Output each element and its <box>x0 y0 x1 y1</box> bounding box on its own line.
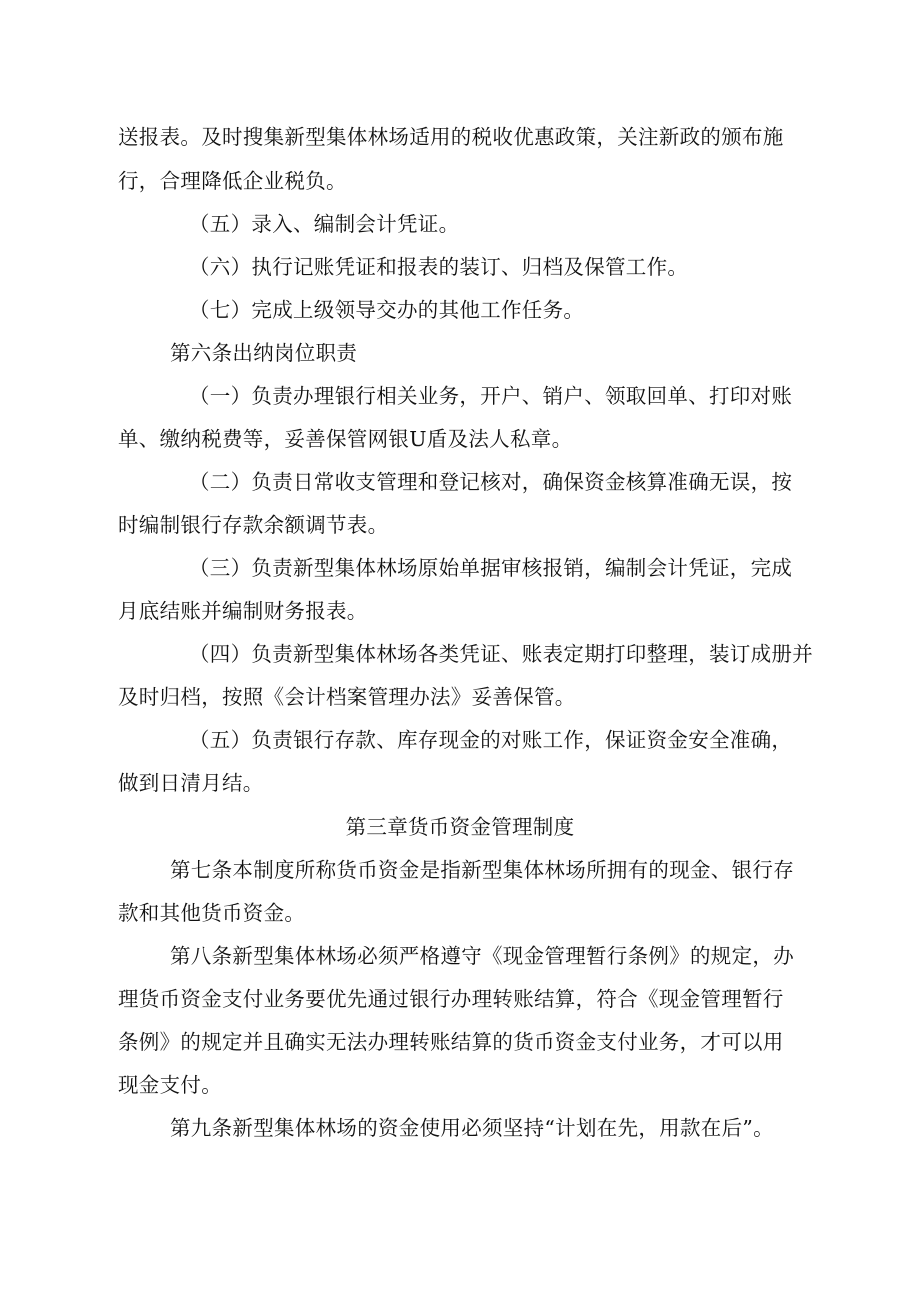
paragraph-line: （一）负责办理银行相关业务，开户、销户、领取回单、打印对账 <box>189 384 793 408</box>
article-7-line: 第七条本制度所称货币资金是指新型集体林场所拥有的现金、银行存 <box>170 858 794 882</box>
article-9-line: 第九条新型集体林场的资金使用必须坚持“计划在先，用款在后”。 <box>170 1116 774 1140</box>
paragraph-line: 理货币资金支付业务要优先通过银行办理转账结算，符合《现金管理暂行 <box>118 987 784 1011</box>
article-heading-6: 第六条出纳岗位职责 <box>170 341 358 365</box>
paragraph-line: 送报表。及时搜集新型集体林场适用的税收优惠政策，关注新政的颁布施 <box>118 125 784 149</box>
paragraph-line: 现金支付。 <box>118 1073 222 1097</box>
list-item-6: （六）执行记账凭证和报表的装订、归档及保管工作。 <box>189 255 689 279</box>
paragraph-line: （三）负责新型集体林场原始单据审核报销，编制会计凭证，完成 <box>189 556 793 580</box>
paragraph-line: 做到日清月结。 <box>118 771 264 795</box>
paragraph-line: 行，合理降低企业税负。 <box>118 169 347 193</box>
paragraph-line: （二）负责日常收支管理和登记核对，确保资金核算准确无误，按 <box>189 470 793 494</box>
paragraph-line: 款和其他货币资金。 <box>118 901 306 925</box>
paragraph-line: 单、缴纳税费等，妥善保管网银U盾及法人私章。 <box>118 427 573 451</box>
paragraph-line: 时编制银行存款余额调节表。 <box>118 513 389 537</box>
list-item-7: （七）完成上级领导交办的其他工作任务。 <box>189 298 585 322</box>
paragraph-line: 及时归档，按照《会计档案管理办法》妥善保管。 <box>118 685 576 709</box>
article-8-line: 第八条新型集体林场必须严格遵守《现金管理暂行条例》的规定，办 <box>170 944 794 968</box>
chapter-heading: 第三章货币资金管理制度 <box>345 815 575 839</box>
paragraph-line: （四）负责新型集体林场各类凭证、账表定期打印整理，装订成册并 <box>189 642 813 666</box>
paragraph-line: （五）负责银行存款、库存现金的对账工作，保证资金安全准确， <box>189 728 793 752</box>
paragraph-line: 条例》的规定并且确实无法办理转账结算的货币资金支付业务，才可以用 <box>118 1030 784 1054</box>
paragraph-line: 月底结账并编制财务报表。 <box>118 599 368 623</box>
list-item-5: （五）录入、编制会计凭证。 <box>189 212 460 236</box>
